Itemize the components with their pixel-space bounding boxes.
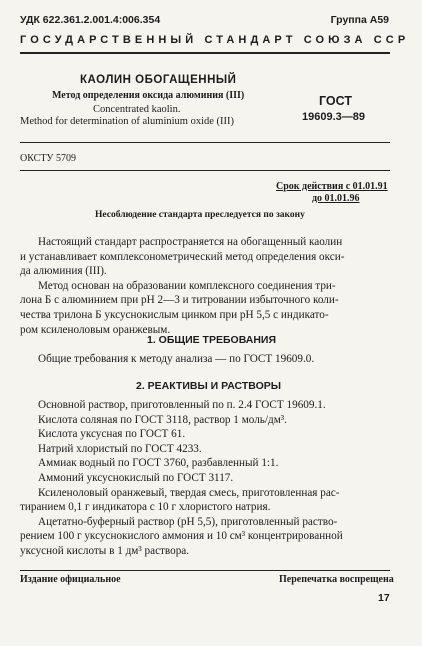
reagent-line: Ксиленоловый оранжевый, твердая смесь, приготовленная рас-	[38, 486, 340, 499]
gost-number: 19609.3—89	[302, 111, 365, 123]
title-rule	[20, 142, 390, 143]
reagent-line: Кислота уксусная по ГОСТ 61.	[38, 428, 186, 441]
validity-to: до 01.01.96	[312, 193, 360, 204]
okstu-code: ОКСТУ 5709	[20, 153, 77, 164]
reagent-line: Ацетатно-буферный раствор (pH 5,5), приготовленный раство-	[38, 515, 338, 528]
section1-text: Общие требования к методу анализа — по ГОСТ 19609.0.	[38, 353, 315, 365]
udk-code: УДК 622.361.2.001.4:006.354	[20, 14, 161, 26]
intro-line: ром ксиленоловым оранжевым.	[20, 323, 171, 336]
intro-line: Настоящий стандарт распространяется на обогащенный каолин	[38, 236, 343, 248]
legal-notice: Несоблюдение стандарта преследуется по закону	[95, 210, 305, 220]
title-en-line1: Concentrated kaolin.	[93, 104, 181, 115]
reagent-line: уксусной кислоты в 1 дм³ раствора.	[20, 544, 190, 557]
validity-from: Срок действия с 01.01.91	[276, 181, 388, 192]
intro-paragraphs	[20, 235, 390, 337]
header-rule	[20, 52, 390, 54]
footer-official: Издание официальное	[20, 574, 121, 585]
intro-line: да алюминия (III).	[20, 265, 107, 278]
title-ru-main: КАОЛИН ОБОГАЩЕННЫЙ	[80, 74, 237, 86]
footer-rule	[20, 570, 390, 571]
intro-line: Метод основан на образовании комплексного соединения три-	[38, 279, 336, 292]
footer-reprint: Перепечатка воспрещена	[279, 574, 394, 585]
title-ru-sub: Метод определения оксида алюминия (III)	[52, 90, 245, 101]
reagent-line: Аммиак водный по ГОСТ 3760, разбавленный 1:1.	[38, 457, 279, 470]
group-code: Группа А59	[330, 14, 389, 26]
reagent-line: Кислота соляная по ГОСТ 3118, раствор 1 моль/дм³.	[38, 413, 287, 426]
standard-line: ГОСУДАРСТВЕННЫЙ СТАНДАРТ СОЮЗА ССР	[20, 34, 410, 46]
intro-line: чества трилона Б уксуснокислым цинком при pH 5,5 с индикато-	[20, 308, 329, 321]
section1-heading: 1. ОБЩИЕ ТРЕБОВАНИЯ	[147, 334, 277, 346]
page-number: 17	[378, 592, 390, 604]
reagent-line: Аммоний уксуснокислый по ГОСТ 3117.	[38, 471, 234, 484]
section1-body	[20, 352, 390, 367]
reagent-line: Натрий хлористый по ГОСТ 4233.	[38, 442, 202, 455]
reagent-line: тиранием 0,1 г индикатора с 10 г хлористого натрия.	[20, 501, 271, 514]
title-en-line2: Method for determination of aluminium oxide (III)	[20, 116, 235, 127]
reagent-line: Основной раствор, приготовленный по п. 2.4 ГОСТ 19609.1.	[38, 399, 326, 411]
intro-line: и устанавливает комплексонометрический метод определения окси-	[20, 250, 345, 263]
intro-line: лона Б с алюминием при pH 2—3 и титровании избыточного коли-	[20, 294, 339, 307]
gost-label: ГОСТ	[319, 94, 352, 108]
reagent-line: рением 100 г уксуснокислого аммония и 10 см³ концентрированной	[20, 530, 343, 543]
okstu-rule	[20, 170, 390, 171]
section2-body	[20, 398, 390, 559]
section2-heading: 2. РЕАКТИВЫ И РАСТВОРЫ	[136, 380, 282, 392]
